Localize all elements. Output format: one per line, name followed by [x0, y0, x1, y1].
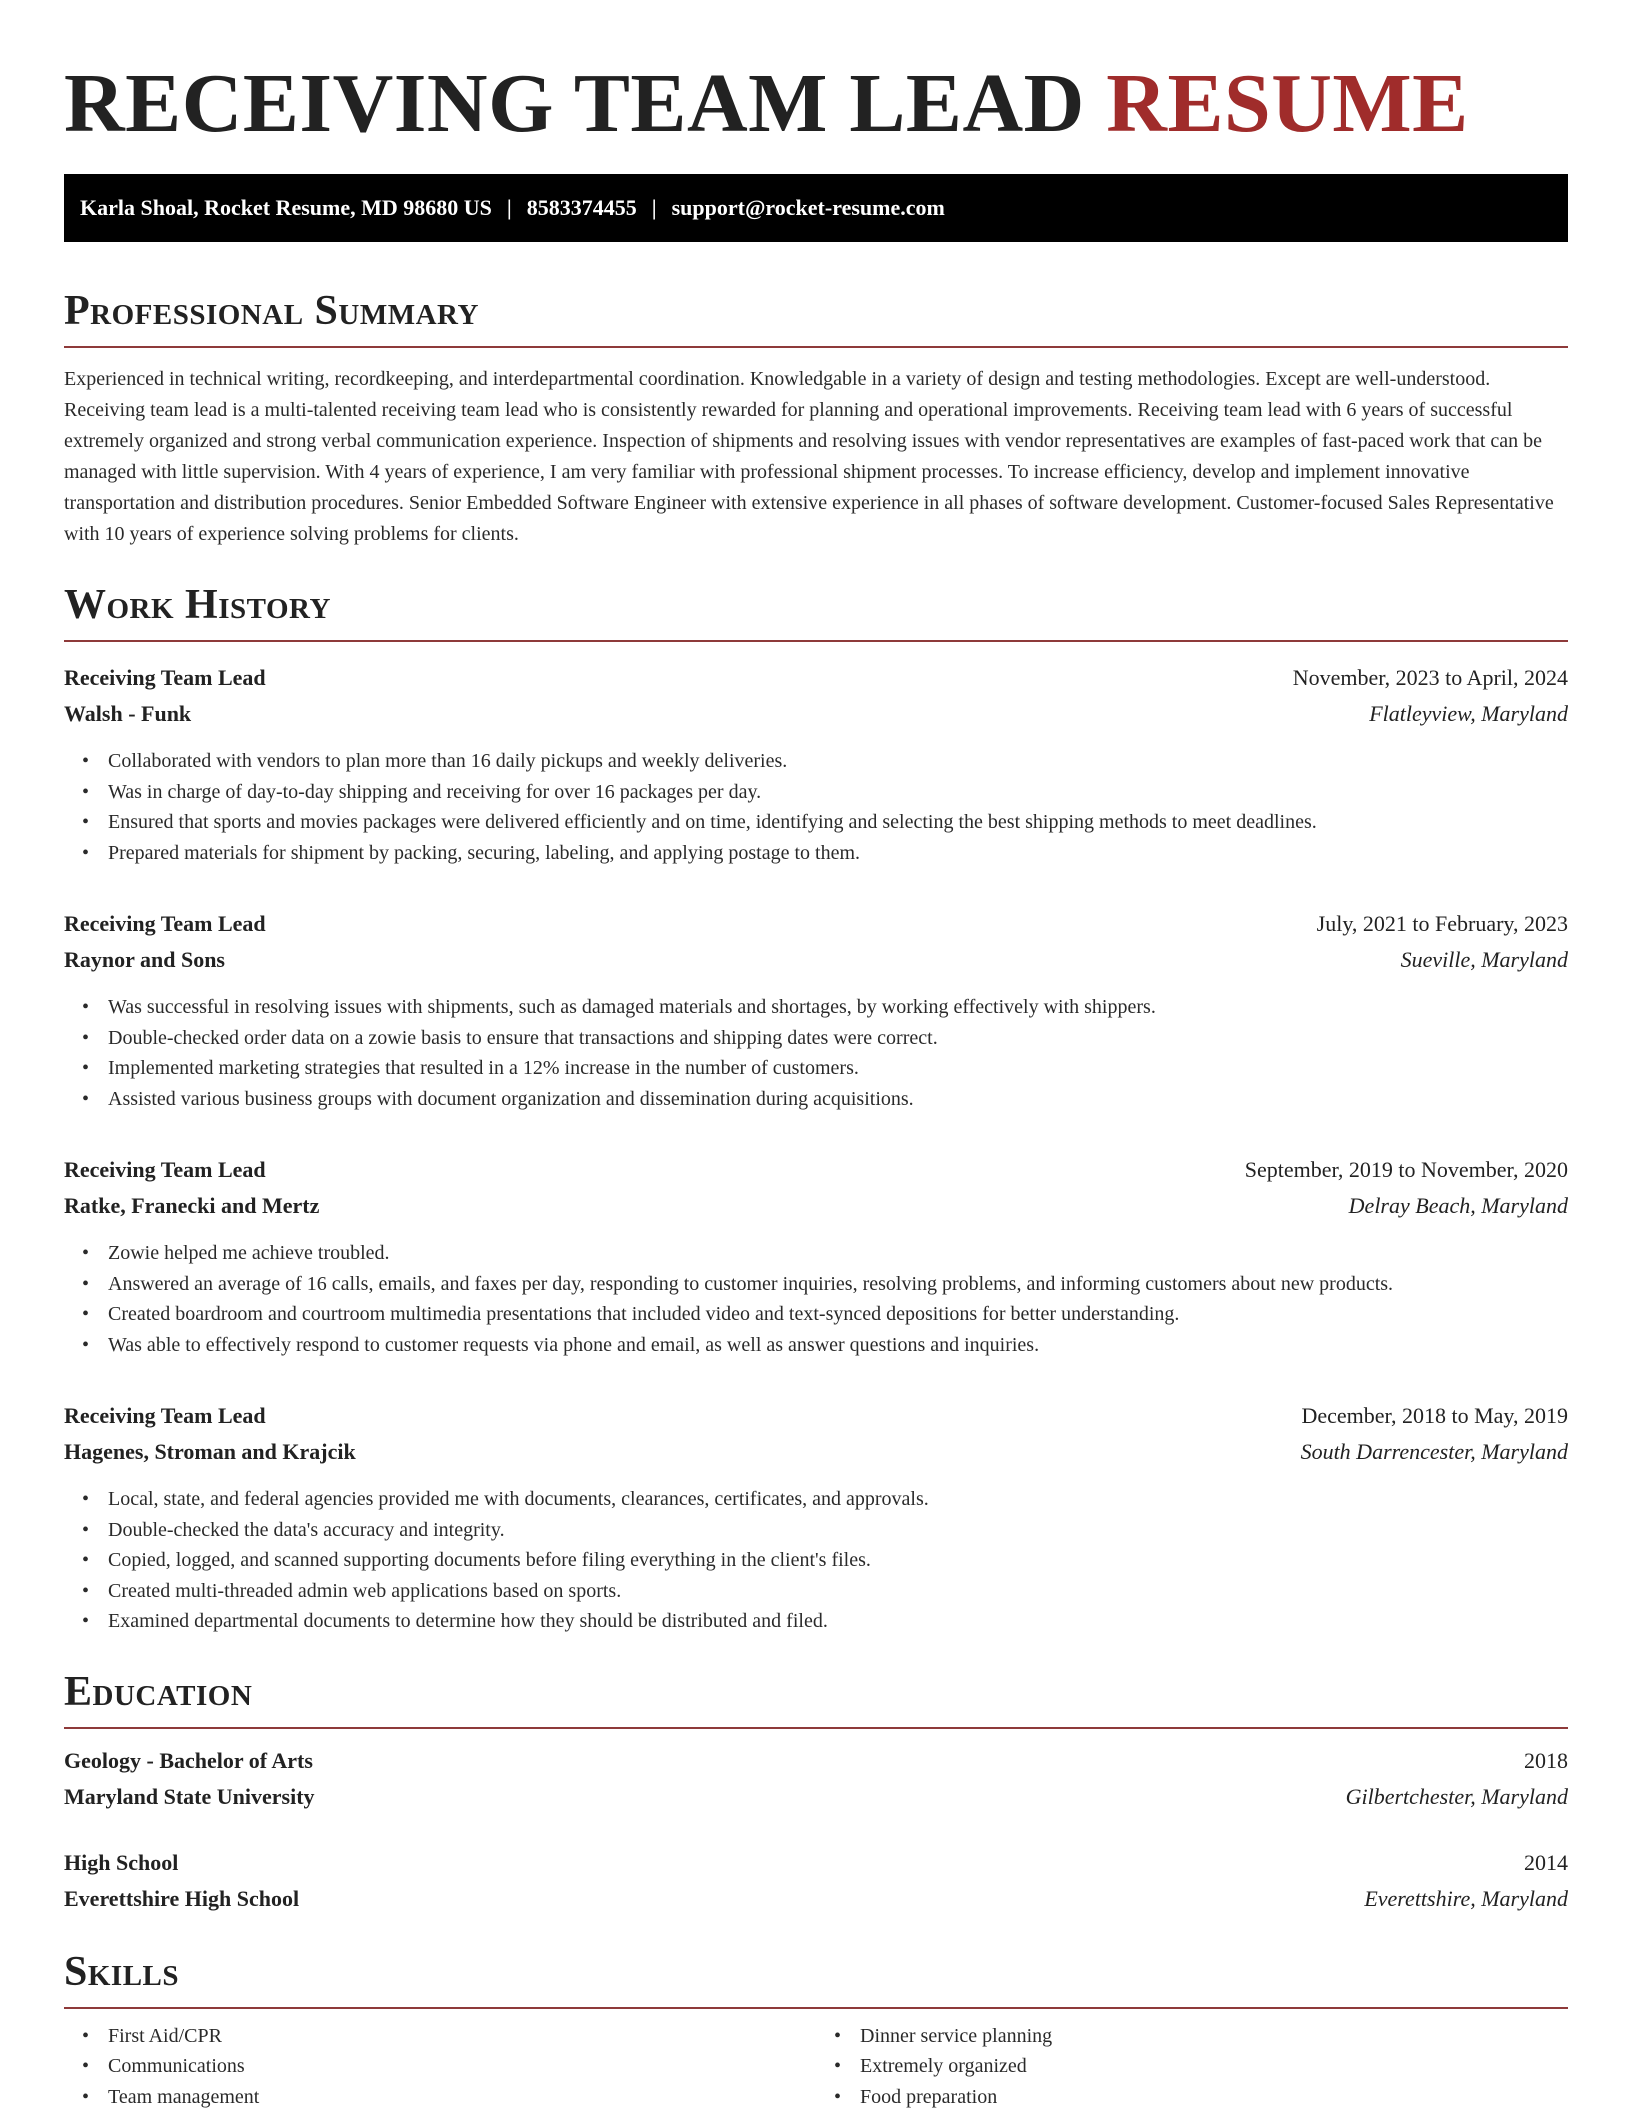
job-entry: [64, 906, 1568, 1114]
job-bullet: • Answered an average of 16 calls, emails, and faxes per day, responding to customer inquiries, resolving problems, and informing customers about new products.: [82, 1269, 1568, 1300]
job-bullets: [64, 992, 1568, 1114]
work-history-heading: Work History: [64, 580, 1568, 642]
education-entry: [64, 1743, 1568, 1815]
job-bullet: • Ensured that sports and movies packages were delivered efficiently and on time, identifying and selecting the best shipping methods to meet deadlines.: [82, 807, 1568, 838]
job-title: Receiving Team Lead: [64, 1403, 266, 1428]
education-school-row: [64, 1881, 1568, 1917]
contact-address: Karla Shoal, Rocket Resume, MD 98680 US: [80, 195, 492, 220]
job-dates: July, 2021 to February, 2023: [1316, 911, 1568, 936]
contact-separator: |: [651, 195, 657, 220]
education-entry: [64, 1845, 1568, 1917]
job-company: Raynor and Sons: [64, 947, 225, 972]
job-company-row: [64, 1434, 1568, 1470]
job-location: Sueville, Maryland: [1400, 947, 1568, 972]
job-bullet: • Implemented marketing strategies that resulted in a 12% increase in the number of customers.: [82, 1053, 1568, 1084]
skills-column-right: [816, 2021, 1568, 2112]
job-header-row: [64, 906, 1568, 942]
education-header-row: [64, 1743, 1568, 1779]
job-bullet: • Double-checked the data's accuracy and integrity.: [82, 1515, 1568, 1546]
job-location: Delray Beach, Maryland: [1348, 1193, 1568, 1218]
job-bullet: • Was able to effectively respond to customer requests via phone and email, as well as answer questions and inquiries.: [82, 1330, 1568, 1361]
skills-section: [64, 1947, 1568, 2112]
title-accent: RESUME: [1106, 57, 1469, 150]
job-title: Receiving Team Lead: [64, 1157, 266, 1182]
contact-phone: 8583374455: [526, 195, 637, 220]
job-entry: [64, 660, 1568, 868]
education-header-row: [64, 1845, 1568, 1881]
job-company-row: [64, 696, 1568, 732]
job-bullets: [64, 1238, 1568, 1360]
education-year: 2014: [1524, 1849, 1568, 1875]
job-bullet: • Assisted various business groups with document organization and dissemination during acquisitions.: [82, 1084, 1568, 1115]
job-entry: [64, 1152, 1568, 1360]
job-bullet: • Was successful in resolving issues with shipments, such as damaged materials and shortages, by working effectively with shippers.: [82, 992, 1568, 1023]
resume-title: [64, 0, 1568, 150]
education-school-row: [64, 1779, 1568, 1815]
education-heading: Education: [64, 1667, 1568, 1729]
job-bullets: [64, 746, 1568, 868]
job-bullet: • Copied, logged, and scanned supporting documents before filing everything in the client's files.: [82, 1545, 1568, 1576]
job-header-row: [64, 660, 1568, 696]
education-location: Everettshire, Maryland: [1364, 1885, 1568, 1911]
job-title: Receiving Team Lead: [64, 665, 266, 690]
skills-grid: [64, 2021, 1568, 2112]
work-history-section: [64, 580, 1568, 1637]
education-year: 2018: [1524, 1747, 1568, 1773]
job-location: South Darrencester, Maryland: [1300, 1439, 1568, 1464]
skill-item: • Extremely organized: [834, 2051, 1568, 2082]
job-title: Receiving Team Lead: [64, 911, 266, 936]
skill-item: • Team management: [82, 2082, 816, 2112]
skills-column-left: [64, 2021, 816, 2112]
education-school: Maryland State University: [64, 1783, 315, 1809]
job-company: Walsh - Funk: [64, 701, 192, 726]
skills-heading: Skills: [64, 1947, 1568, 2009]
education-degree: High School: [64, 1849, 179, 1875]
education-school: Everettshire High School: [64, 1885, 300, 1911]
job-bullet: • Examined departmental documents to determine how they should be distributed and filed.: [82, 1606, 1568, 1637]
job-bullet: • Collaborated with vendors to plan more than 16 daily pickups and weekly deliveries.: [82, 746, 1568, 777]
skills-list-right: [816, 2021, 1568, 2112]
job-dates: September, 2019 to November, 2020: [1244, 1157, 1568, 1182]
job-dates: December, 2018 to May, 2019: [1301, 1403, 1568, 1428]
job-header-row: [64, 1398, 1568, 1434]
skills-list-left: [64, 2021, 816, 2112]
job-bullet: • Was in charge of day-to-day shipping and receiving for over 16 packages per day.: [82, 777, 1568, 808]
job-bullet: • Zowie helped me achieve troubled.: [82, 1238, 1568, 1269]
job-dates: November, 2023 to April, 2024: [1292, 665, 1568, 690]
job-company-row: [64, 942, 1568, 978]
job-bullet: • Double-checked order data on a zowie basis to ensure that transactions and shipping dates were correct.: [82, 1023, 1568, 1054]
summary-heading: Professional Summary: [64, 286, 1568, 348]
skill-item: • Dinner service planning: [834, 2021, 1568, 2052]
job-location: Flatleyview, Maryland: [1369, 701, 1568, 726]
job-bullet: • Local, state, and federal agencies provided me with documents, clearances, certificates, and approvals.: [82, 1484, 1568, 1515]
job-bullet: • Created multi-threaded admin web applications based on sports.: [82, 1576, 1568, 1607]
job-header-row: [64, 1152, 1568, 1188]
job-bullets: [64, 1484, 1568, 1637]
summary-section: [64, 286, 1568, 550]
education-location: Gilbertchester, Maryland: [1345, 1783, 1568, 1809]
contact-email[interactable]: support@rocket-resume.com: [671, 195, 945, 220]
skill-item: • First Aid/CPR: [82, 2021, 816, 2052]
contact-bar: [64, 174, 1568, 242]
education-section: [64, 1667, 1568, 1917]
job-company: Ratke, Franecki and Mertz: [64, 1193, 320, 1218]
title-main: RECEIVING TEAM LEAD: [64, 57, 1107, 150]
job-company-row: [64, 1188, 1568, 1224]
contact-separator: |: [506, 195, 512, 220]
skill-item: • Communications: [82, 2051, 816, 2082]
skill-item: • Food preparation: [834, 2082, 1568, 2112]
job-company: Hagenes, Stroman and Krajcik: [64, 1439, 356, 1464]
job-bullet: • Created boardroom and courtroom multimedia presentations that included video and text-synced depositions for better understanding.: [82, 1299, 1568, 1330]
job-entry: [64, 1398, 1568, 1637]
summary-text: Experienced in technical writing, recordkeeping, and interdepartmental coordination. Knowledgable in a variety of design and testing methodologies. Except are well-understood. Receiving team lead is a multi-talented receiving team lead who is consistently rewarded for planning and operational improvements. Receiving team lead with 6 years of successful extremely organized and strong verbal communication experience. Inspection of shipments and resolving issues with vendor representatives are examples of fast-paced work that can be managed with little supervision. With 4 years of experience, I am very familiar with professional shipment processes. To increase efficiency, develop and implement innovative transportation and distribution procedures. Senior Embedded Software Engineer with extensive experience in all phases of software development. Customer-focused Sales Representative with 10 years of experience solving problems for clients.: [64, 368, 1554, 545]
job-bullet: • Prepared materials for shipment by packing, securing, labeling, and applying postage to them.: [82, 838, 1568, 869]
education-degree: Geology - Bachelor of Arts: [64, 1747, 313, 1773]
